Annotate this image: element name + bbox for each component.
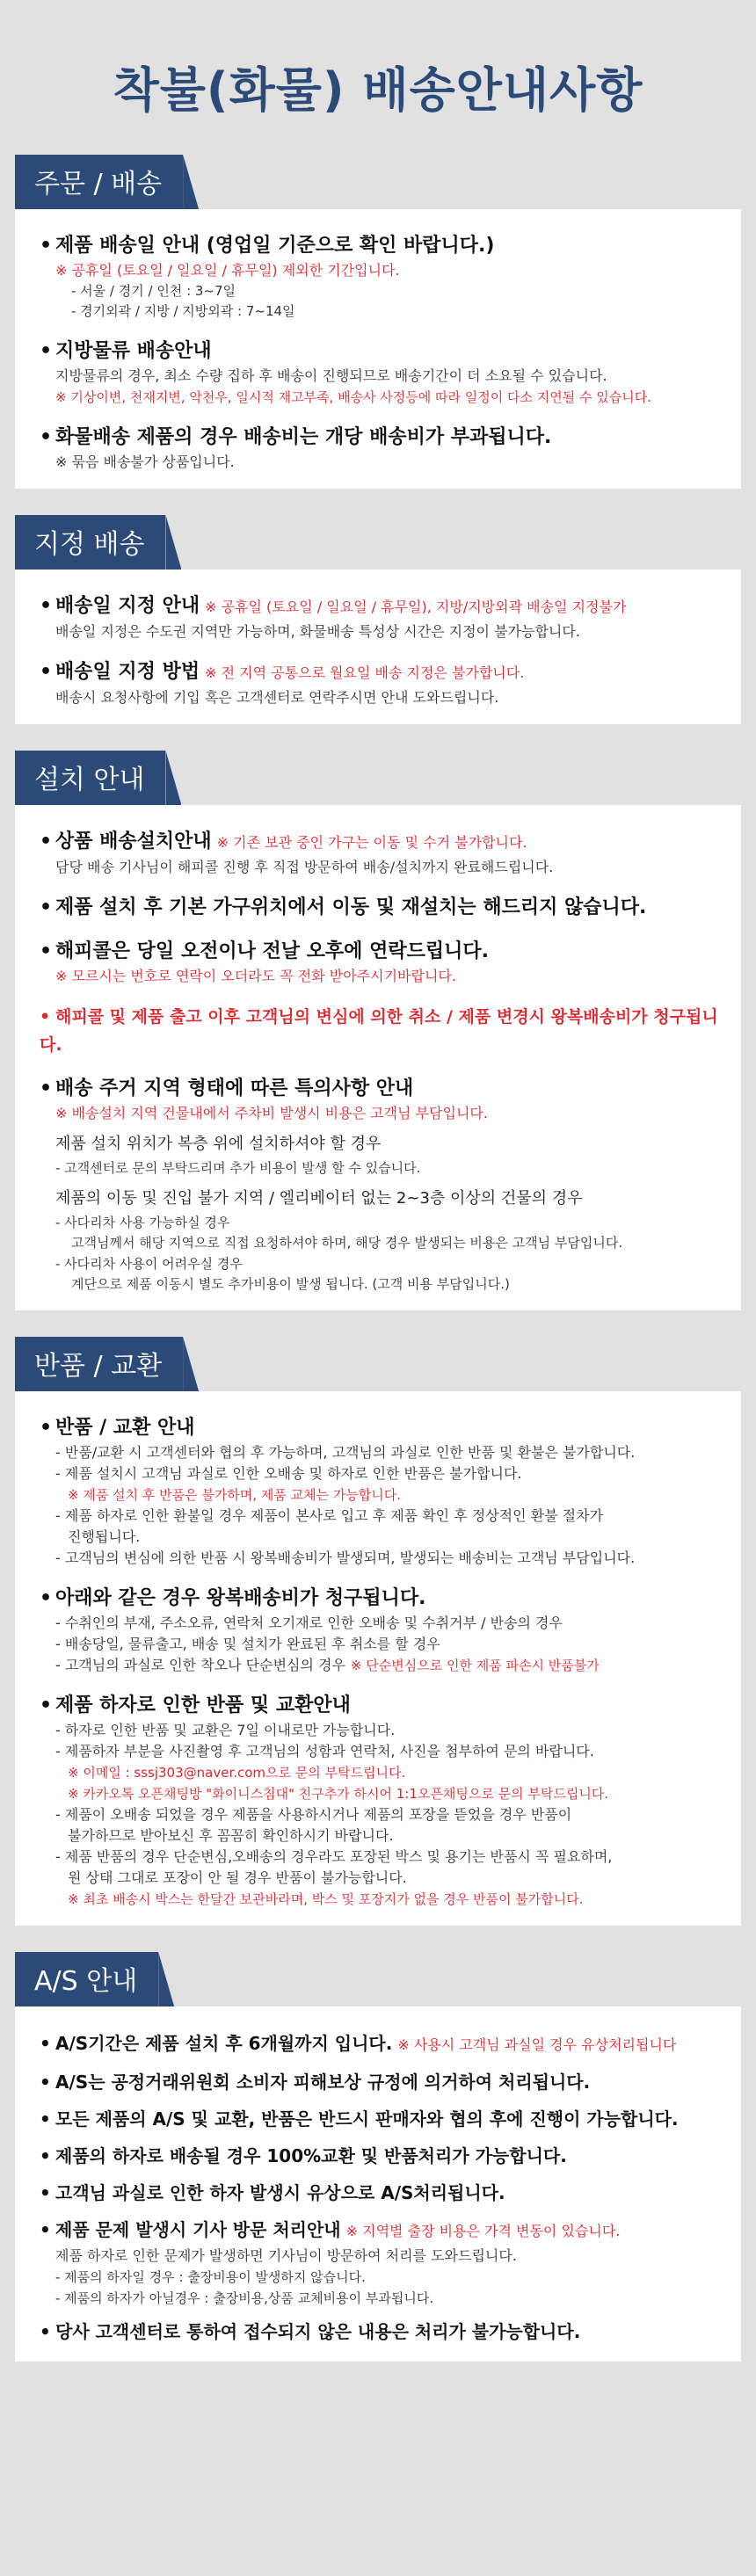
notice-text: ※ 기상이변, 천재지변, 악천우, 일시적 재고부족, 배송사 사정등에 따라 일정이 다소 지연될 수 있습니다.: [55, 389, 651, 405]
notice-text: ※ 이메일 : sssj303@naver.com으로 문의 부탁드립니다.: [68, 1765, 406, 1781]
notice-text: ※ 배송설치 지역 건물내에서 주차비 발생시 비용은 고객님 부담입니다.: [55, 1105, 488, 1121]
detail-line: 진행됩니다.: [68, 1528, 141, 1545]
detail-line: - 제품이 오배송 되었을 경우 제품을 사용하시거나 제품의 포장을 뜯었을 경우 반품이: [55, 1806, 572, 1823]
notice-text: ※ 최초 배송시 박스는 한달간 보관바라며, 박스 및 포장지가 없을 경우 반품이 불가합니다.: [68, 1891, 584, 1907]
section-header: 반품 / 교환: [15, 1337, 183, 1391]
section-return-exchange: [0, 1337, 756, 1926]
item-heading: •화물배송 제품의 경우 배송비는 개당 배송비가 부과됩니다.: [40, 424, 723, 452]
detail-text: 배송일 지정은 수도권 지역만 가능하며, 화물배송 특성상 시간은 지정이 불가능합니다.: [55, 623, 580, 640]
item-heading: •당사 고객센터로 통하여 접수되지 않은 내용은 처리가 불가능합니다.: [40, 2318, 723, 2346]
notice-text: ※ 사용시 고객님 과실일 경우 유상처리됩니다: [397, 2036, 677, 2053]
item-heading: •제품 하자로 인한 반품 및 교환안내: [40, 1692, 723, 1720]
detail-line: - 제품하자 부분을 사진촬영 후 고객님의 성함과 연락처, 사진을 첨부하여 문의 바랍니다.: [55, 1743, 594, 1760]
detail-line: 원 상태 그대로 포장이 안 될 경우 반품이 불가능합니다.: [68, 1869, 407, 1886]
section-card: [15, 1391, 741, 1926]
section-header: 지정 배송: [15, 515, 165, 570]
item-heading: •제품 배송일 안내 (영업일 기준으로 확인 바랍니다.): [40, 232, 723, 260]
item-heading: •지방물류 배송안내: [40, 337, 723, 366]
section-as-service: [0, 1952, 756, 2362]
item-heading-warning: •해피콜 및 제품 출고 이후 고객님의 변심에 의한 취소 / 제품 변경시 왕복배송비가 청구됩니다.: [40, 1003, 723, 1059]
section-order-shipping: [0, 155, 756, 489]
detail-line: 불가하므로 받아보신 후 꼼꼼히 확인하시기 바랍니다.: [68, 1827, 394, 1844]
item-heading: •A/S기간은 제품 설치 후 6개월까지 입니다. ※ 사용시 고객님 과실일 경우 유상처리됩니다: [40, 2029, 723, 2059]
item-heading: •A/S는 공정거래위원회 소비자 피해보상 규정에 의거하여 처리됩니다.: [40, 2068, 723, 2096]
item-heading: •상품 배송설치안내 ※ 기존 보관 중인 가구는 이동 및 수거 불가합니다.: [40, 828, 723, 857]
detail-line: - 사다리차 사용이 어려우실 경우: [55, 1256, 243, 1272]
detail-text: 지방물류의 경우, 최소 수량 집하 후 배송이 진행되므로 배송기간이 더 소요될 수 있습니다.: [55, 367, 607, 384]
detail-line: - 제품 설치시 고객님 과실로 인한 오배송 및 하자로 인한 반품은 불가합니다.: [55, 1465, 522, 1482]
detail-text: 배송시 요청사항에 기입 혹은 고객센터로 연락주시면 안내 도와드립니다.: [55, 689, 499, 706]
section-header: 설치 안내: [15, 751, 165, 805]
detail-line: - 반품/교환 시 고객센터와 협의 후 가능하며, 고객님의 과실로 인한 반품 및 환불은 불가합니다.: [55, 1444, 636, 1461]
detail-text: 담당 배송 기사님이 해피콜 진행 후 직접 방문하여 배송/설치까지 완료해드립니다.: [55, 859, 554, 875]
notice-text: ※ 전 지역 공통으로 월요일 배송 지정은 불가합니다.: [205, 664, 525, 681]
section-header: A/S 안내: [15, 1952, 158, 2006]
detail-line: - 제품의 하자가 아닐경우 : 출장비용,상품 교체비용이 부과됩니다.: [55, 2290, 434, 2306]
detail-line: - 고객님의 변심에 의한 반품 시 왕복배송비가 발생되며, 발생되는 배송비는 고객님 부담입니다.: [55, 1549, 636, 1566]
notice-text: ※ 카카오톡 오픈채팅방 "화이니스침대" 친구추가 하시어 1:1오픈채팅으로 문의 부탁드립니다.: [68, 1786, 609, 1802]
item-heading: •제품의 하자로 배송될 경우 100%교환 및 반품처리가 가능합니다.: [40, 2142, 723, 2170]
section-scheduled-delivery: [0, 515, 756, 724]
section-installation: [0, 751, 756, 1310]
item-heading: •반품 / 교환 안내: [40, 1414, 723, 1442]
item-heading: •모든 제품의 A/S 및 교환, 반품은 반드시 판매자와 협의 후에 진행이 가능합니다.: [40, 2105, 723, 2133]
detail-subheading: 제품 설치 위치가 복층 위에 설치하셔야 할 경우: [55, 1135, 382, 1153]
section-card: [15, 209, 741, 489]
item-heading: •배송 주거 지역 형태에 따른 특의사항 안내: [40, 1075, 723, 1103]
section-card: [15, 570, 741, 724]
section-header: 주문 / 배송: [15, 155, 183, 209]
item-heading: •배송일 지정 방법 ※ 전 지역 공통으로 월요일 배송 지정은 불가합니다.: [40, 658, 723, 687]
notice-text: ※ 공휴일 (토요일 / 일요일 / 휴무일) 제외한 기간입니다.: [55, 262, 400, 279]
item-heading: •고객님 과실로 인한 하자 발생시 유상으로 A/S처리됩니다.: [40, 2179, 723, 2207]
detail-line: - 고객님의 과실로 인한 착오나 단순변심의 경우 ※ 단순변심으로 인한 제품 파손시 반품불가: [55, 1657, 600, 1673]
detail-line: - 서울 / 경기 / 인천 : 3~7일: [71, 283, 236, 299]
detail-line: - 제품의 하자일 경우 : 출장비용이 발생하지 않습니다.: [55, 2269, 366, 2285]
item-heading: •해피콜은 당일 오전이나 전날 오후에 연락드립니다.: [40, 938, 723, 966]
detail-line: - 배송당일, 물류출고, 배송 및 설치가 완료된 후 취소를 할 경우: [55, 1636, 440, 1652]
section-card: [15, 805, 741, 1310]
detail-text: 제품 하자로 인한 문제가 발생하면 기사님이 방문하여 처리를 도와드립니다.: [55, 2247, 517, 2264]
detail-line: - 하자로 인한 반품 및 교환은 7일 이내로만 가능합니다.: [55, 1722, 396, 1738]
detail-line: - 경기외곽 / 지방 / 지방외곽 : 7~14일: [71, 303, 295, 319]
detail-line: - 사다리차 사용 가능하실 경우: [55, 1215, 230, 1230]
page-title: 착불(화물) 배송안내사항: [113, 62, 643, 118]
notice-text: ※ 공휴일 (토요일 / 일요일 / 휴무일), 지방/지방외곽 배송일 지정불가: [205, 599, 627, 615]
item-heading: •제품 설치 후 기본 가구위치에서 이동 및 재설치는 해드리지 않습니다.: [40, 894, 723, 922]
detail-subheading: 제품의 이동 및 진입 불가 지역 / 엘리베이터 없는 2~3층 이상의 건물의 경우: [55, 1189, 583, 1208]
section-card: [15, 2006, 741, 2362]
notice-text: ※ 지역별 출장 비용은 가격 변동이 있습니다.: [345, 2223, 621, 2239]
detail-line: - 제품 반품의 경우 단순변심,오배송의 경우라도 포장된 박스 및 용기는 반품시 꼭 필요하며,: [55, 1848, 613, 1865]
item-heading: •제품 문제 발생시 기사 방문 처리안내 ※ 지역별 출장 비용은 가격 변동이 있습니다.: [40, 2216, 723, 2246]
item-heading: •아래와 같은 경우 왕복배송비가 청구됩니다.: [40, 1585, 723, 1613]
detail-line: 계단으로 제품 이동시 별도 추가비용이 발생 됩니다. (고객 비용 부담입니다.): [71, 1276, 510, 1292]
detail-line: 고객님께서 해당 지역으로 직접 요청하셔야 하며, 해당 경우 발생되는 비용은 고객님 부담입니다.: [71, 1235, 623, 1251]
notice-text: ※ 단순변심으로 인한 제품 파손시 반품불가: [350, 1658, 600, 1673]
detail-line: - 수취인의 부재, 주소오류, 연락처 오기재로 인한 오배송 및 수취거부 / 반송의 경우: [55, 1615, 563, 1631]
notice-text: ※ 기존 보관 중인 가구는 이동 및 수거 불가합니다.: [216, 834, 527, 851]
item-heading: •배송일 지정 안내 ※ 공휴일 (토요일 / 일요일 / 휴무일), 지방/지방외곽 배송일 지정불가: [40, 592, 723, 621]
detail-text: ※ 묶음 배송불가 상품입니다.: [55, 454, 235, 470]
notice-text: ※ 모르시는 번호로 연락이 오더라도 꼭 전화 받아주시기바랍니다.: [55, 968, 456, 984]
notice-text: ※ 제품 설치 후 반품은 불가하며, 제품 교체는 가능합니다.: [68, 1487, 402, 1503]
detail-line: - 제품 하자로 인한 환불일 경우 제품이 본사로 입고 후 제품 확인 후 정상적인 환불 절차가: [55, 1507, 604, 1524]
detail-line: - 고객센터로 문의 부탁드리며 추가 비용이 발생 할 수 있습니다.: [55, 1160, 421, 1176]
